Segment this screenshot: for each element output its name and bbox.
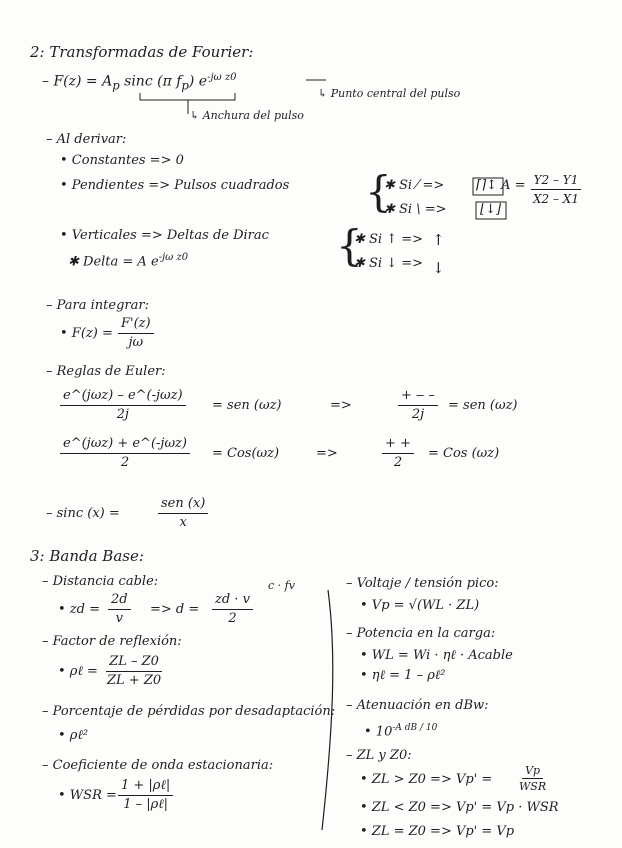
- potencia-line-1: • WL = Wi · ηℓ · Acable: [360, 648, 513, 663]
- vertical-case-up: ✱ Si ↑ =>: [354, 232, 424, 247]
- potencia-line-2: • ηℓ = 1 – ρℓ²: [360, 668, 446, 683]
- sinc-fraction: sen (x) x: [158, 496, 208, 531]
- euler-sin-fraction: e^(jωz) – e^(-jωz) 2j: [60, 388, 186, 423]
- pendiente-case-2: ✱ Si \ =>: [384, 202, 447, 217]
- euler-cos-short-fraction: + + 2: [382, 436, 414, 471]
- brace-verticales: {: [336, 221, 363, 270]
- estacionaria-lhs: • WSR =: [58, 788, 117, 803]
- distancia-annotation: c · fv: [268, 579, 295, 592]
- voltaje-value: • Vp = √(WL · ZL): [360, 598, 480, 613]
- reflexion-title: – Factor de reflexión:: [42, 634, 182, 649]
- zl-z0-case-3: • ZL = Z0 => Vp' = Vp: [360, 824, 515, 839]
- pendiente-case-1: ✱ Si ⁄ =>: [384, 178, 445, 193]
- section-3-title: 3: Banda Base:: [30, 547, 144, 565]
- slope-fraction: $\frac{Y2 - Y1}{X2 - X1}$: [530, 172, 582, 207]
- atenuacion-value: • $10^{-A dB / 10}$: [364, 723, 438, 740]
- distancia-fraction: $\frac{2d}{v}$: [108, 592, 131, 627]
- zl-z0-case-2: • ZL < Z0 => Vp' = Vp · WSR: [360, 800, 559, 815]
- note-center-pulse: ↳ Punto central del pulso: [318, 87, 461, 100]
- distancia-title: – Distancia cable:: [42, 574, 159, 589]
- perdidas-title: – Porcentaje de pérdidas por desadaptación:: [42, 704, 336, 719]
- delta-formula: ✱ Delta = A $e^{-j\omega z0}$: [68, 252, 189, 270]
- sinc-lhs: – sinc (x) =: [46, 506, 120, 521]
- integrar-fraction: $\frac{F'(z)}{j\omega}$: [118, 316, 154, 351]
- brace-pendientes: {: [365, 167, 392, 216]
- euler-sin-short-eq: = sen (ωz): [448, 398, 518, 413]
- potencia-title: – Potencia en la carga:: [346, 626, 496, 641]
- euler-cos-eq: = Cos(ωz): [212, 446, 280, 461]
- derivar-constantes: • Constantes => 0: [60, 153, 184, 168]
- euler-sin-eq: = sen (ωz): [212, 398, 282, 413]
- euler-sin-arrow: =>: [330, 398, 352, 413]
- vertical-case-down-result: ↓: [432, 259, 445, 277]
- derivar-title: – Al derivar:: [46, 132, 127, 147]
- pendiente-case-1-result: ⌈⌉↕ A =: [476, 178, 526, 193]
- estacionaria-fraction: 1 + |ρℓ| 1 – |ρℓ|: [118, 778, 173, 813]
- reflexion-lhs: • ρℓ =: [58, 664, 98, 679]
- derivar-pendientes: • Pendientes => Pulsos cuadrados: [60, 178, 290, 193]
- euler-cos-fraction: e^(jωz) + e^(-jωz) 2: [60, 436, 190, 471]
- voltaje-title: – Voltaje / tensión pico:: [346, 576, 499, 591]
- zl-z0-case-1: • ZL > Z0 => Vp' =: [360, 772, 493, 787]
- derivar-verticales: • Verticales => Deltas de Dirac: [60, 228, 269, 243]
- distancia-lhs: • zd =: [58, 602, 100, 617]
- euler-cos-short-eq: = Cos (ωz): [428, 446, 500, 461]
- distancia-fraction-2: $\frac{zd \cdot v}{2}$: [212, 592, 253, 627]
- reflexion-fraction: $\frac{ZL - Z0}{ZL + Z0}$: [107, 654, 162, 688]
- zl-z0-title: – ZL y Z0:: [346, 748, 412, 763]
- integrar-lhs: • F(z) =: [60, 326, 113, 341]
- euler-sin-short-fraction: + ‒ – 2j: [398, 388, 438, 423]
- zl-z0-case-1-fraction: Vp WSR: [519, 764, 547, 793]
- note-amplitude-pulse: ↳ Anchura del pulso: [190, 109, 304, 122]
- perdidas-value: • ρℓ²: [58, 728, 89, 743]
- distancia-arrow: => d =: [150, 602, 200, 617]
- euler-cos-arrow: =>: [316, 446, 338, 461]
- pendiente-case-2-result: ⌊↓⌋: [480, 202, 502, 217]
- estacionaria-title: – Coeficiente de onda estacionaria:: [42, 758, 274, 773]
- euler-title: – Reglas de Euler:: [46, 364, 166, 379]
- vertical-case-up-result: ↑: [432, 231, 445, 249]
- integrar-title: – Para integrar:: [46, 298, 149, 313]
- vertical-case-down: ✱ Si ↓ =>: [354, 256, 424, 271]
- atenuacion-title: – Atenuación en dBw:: [346, 698, 489, 713]
- section-2-title: 2: Transformadas de Fourier:: [30, 43, 254, 61]
- fourier-formula: – $F(z) = A_p$ sinc (π $f_p$) $e^{-j\omega z0}$: [42, 72, 237, 93]
